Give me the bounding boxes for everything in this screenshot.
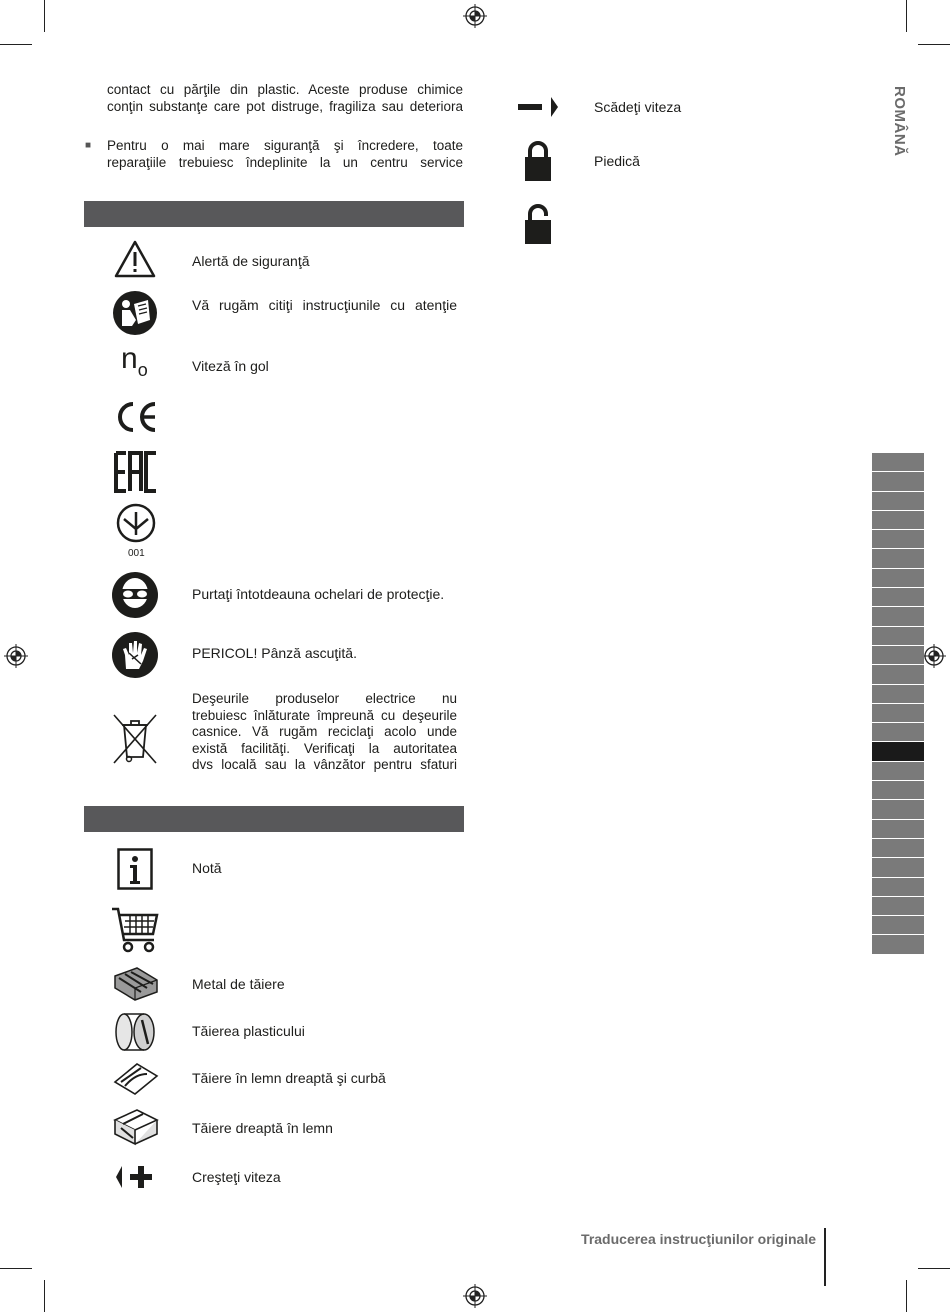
n-symbol: n: [121, 342, 138, 375]
crop-mark: [44, 0, 45, 32]
no-load-speed-icon: [121, 342, 148, 387]
language-tab: [872, 799, 924, 818]
crop-mark: [906, 1280, 907, 1312]
language-tab: [872, 626, 924, 645]
language-tab: [872, 819, 924, 838]
eac-mark-icon: [114, 451, 158, 493]
increase-speed-icon: [114, 1164, 158, 1190]
wood-curve-label: Tăiere în lemn dreaptă şi curbă: [192, 1070, 386, 1086]
crop-mark: [44, 1280, 45, 1312]
ukr-conformity-icon: [115, 502, 157, 546]
footer-title: Traducerea instrucţiunilor originale: [581, 1231, 816, 1247]
language-tab: [872, 587, 924, 606]
language-tab: [872, 857, 924, 876]
wood-straight-cutting-icon: [113, 1108, 159, 1146]
ce-mark-icon: [114, 400, 158, 434]
language-tab: [872, 896, 924, 915]
metal-cutting-icon: [113, 966, 159, 1002]
speed-up-label: Creşteţi viteza: [192, 1169, 281, 1185]
language-tab-strip: [872, 452, 924, 954]
language-tab: [872, 761, 924, 780]
language-tab: [872, 471, 924, 490]
text-line: trebuiesc înlăturate împreună cu deşeurile: [192, 707, 457, 723]
safety-alert-label: Alertă de siguranţă: [192, 253, 310, 269]
read-manual-icon: [112, 290, 158, 336]
o-subscript: o: [137, 360, 148, 380]
metal-label: Metal de tăiere: [192, 976, 285, 992]
lock-closed-icon: [524, 140, 552, 182]
ukr-code: 001: [128, 548, 145, 559]
speed-down-label: Scădeţi viteza: [594, 99, 682, 115]
text-line: Deşeurile produselor electrice nu: [192, 691, 457, 706]
registration-mark-icon: [463, 1284, 487, 1308]
language-tab: [872, 703, 924, 722]
shopping-cart-icon: [110, 906, 160, 954]
decrease-speed-icon: [517, 96, 559, 118]
weee-bin-icon: [112, 713, 158, 765]
language-tab: [872, 452, 924, 471]
text-line: conţin substanţe care pot distruge, fragiliza sau deteriora: [107, 98, 463, 114]
text-line: dvs locală sau la vânzător pentru sfaturi: [192, 757, 457, 772]
lock-open-icon: [524, 203, 552, 245]
crop-mark: [0, 1268, 32, 1269]
service-paragraph: [107, 138, 463, 171]
registration-mark-icon: [4, 644, 28, 668]
intro-paragraph: [107, 82, 463, 115]
language-tab: [872, 491, 924, 510]
weee-paragraph: [192, 691, 457, 774]
text-line: casnice. Vă rugăm reciclaţi acolo unde: [192, 724, 457, 739]
language-tab: [872, 548, 924, 567]
info-note-icon: [117, 848, 153, 890]
wood-straight-label: Tăiere dreaptă în lemn: [192, 1120, 333, 1136]
language-tab: [872, 741, 924, 760]
plastic-cutting-icon: [114, 1012, 158, 1052]
read-manual-label: Vă rugăm citiţi instrucţiunile cu atenţie: [192, 297, 457, 313]
section-header-bar: [84, 806, 464, 832]
crop-mark: [918, 44, 950, 45]
text-line: Pentru o mai mare siguranţă şi încredere, toate: [107, 138, 463, 153]
text-line: reparaţiile trebuiesc îndeplinite la un centru service: [107, 154, 463, 170]
language-tab: [872, 645, 924, 664]
crop-mark: [0, 44, 32, 45]
text-line: contact cu părţile din plastic. Aceste produse chimice: [107, 82, 463, 97]
no-load-speed-label: Viteză în gol: [192, 358, 269, 374]
language-tab: [872, 606, 924, 625]
hand-hazard-icon: [111, 631, 159, 679]
warning-triangle-icon: [114, 240, 156, 278]
text-line: există facilităţi. Verificaţi la autoritatea: [192, 740, 457, 756]
language-tab: [872, 568, 924, 587]
language-tab: [872, 934, 924, 953]
language-tab: [872, 877, 924, 896]
language-tab: [872, 529, 924, 548]
note-label: Notă: [192, 860, 222, 876]
language-tab: [872, 510, 924, 529]
goggles-label: Purtaţi întotdeauna ochelari de protecţie.: [192, 586, 445, 602]
language-tab: [872, 838, 924, 857]
language-label: ROMÂNĂ: [891, 86, 908, 157]
language-tab: [872, 664, 924, 683]
crop-mark: [906, 0, 907, 32]
lock-label: Piedică: [594, 153, 640, 169]
registration-mark-icon: [922, 644, 946, 668]
wood-curve-cutting-icon: [113, 1060, 159, 1096]
plastic-label: Tăierea plasticului: [192, 1023, 305, 1039]
wear-goggles-icon: [111, 571, 159, 619]
language-tab: [872, 684, 924, 703]
crop-mark: [918, 1268, 950, 1269]
language-tab: [872, 722, 924, 741]
bullet-icon: ■: [85, 140, 92, 151]
sharp-blade-label: PERICOL! Pânză ascuţită.: [192, 645, 357, 661]
registration-mark-icon: [463, 4, 487, 28]
language-tab: [872, 915, 924, 934]
language-tab: [872, 780, 924, 799]
footer-divider: [824, 1228, 826, 1286]
section-header-bar: [84, 201, 464, 227]
